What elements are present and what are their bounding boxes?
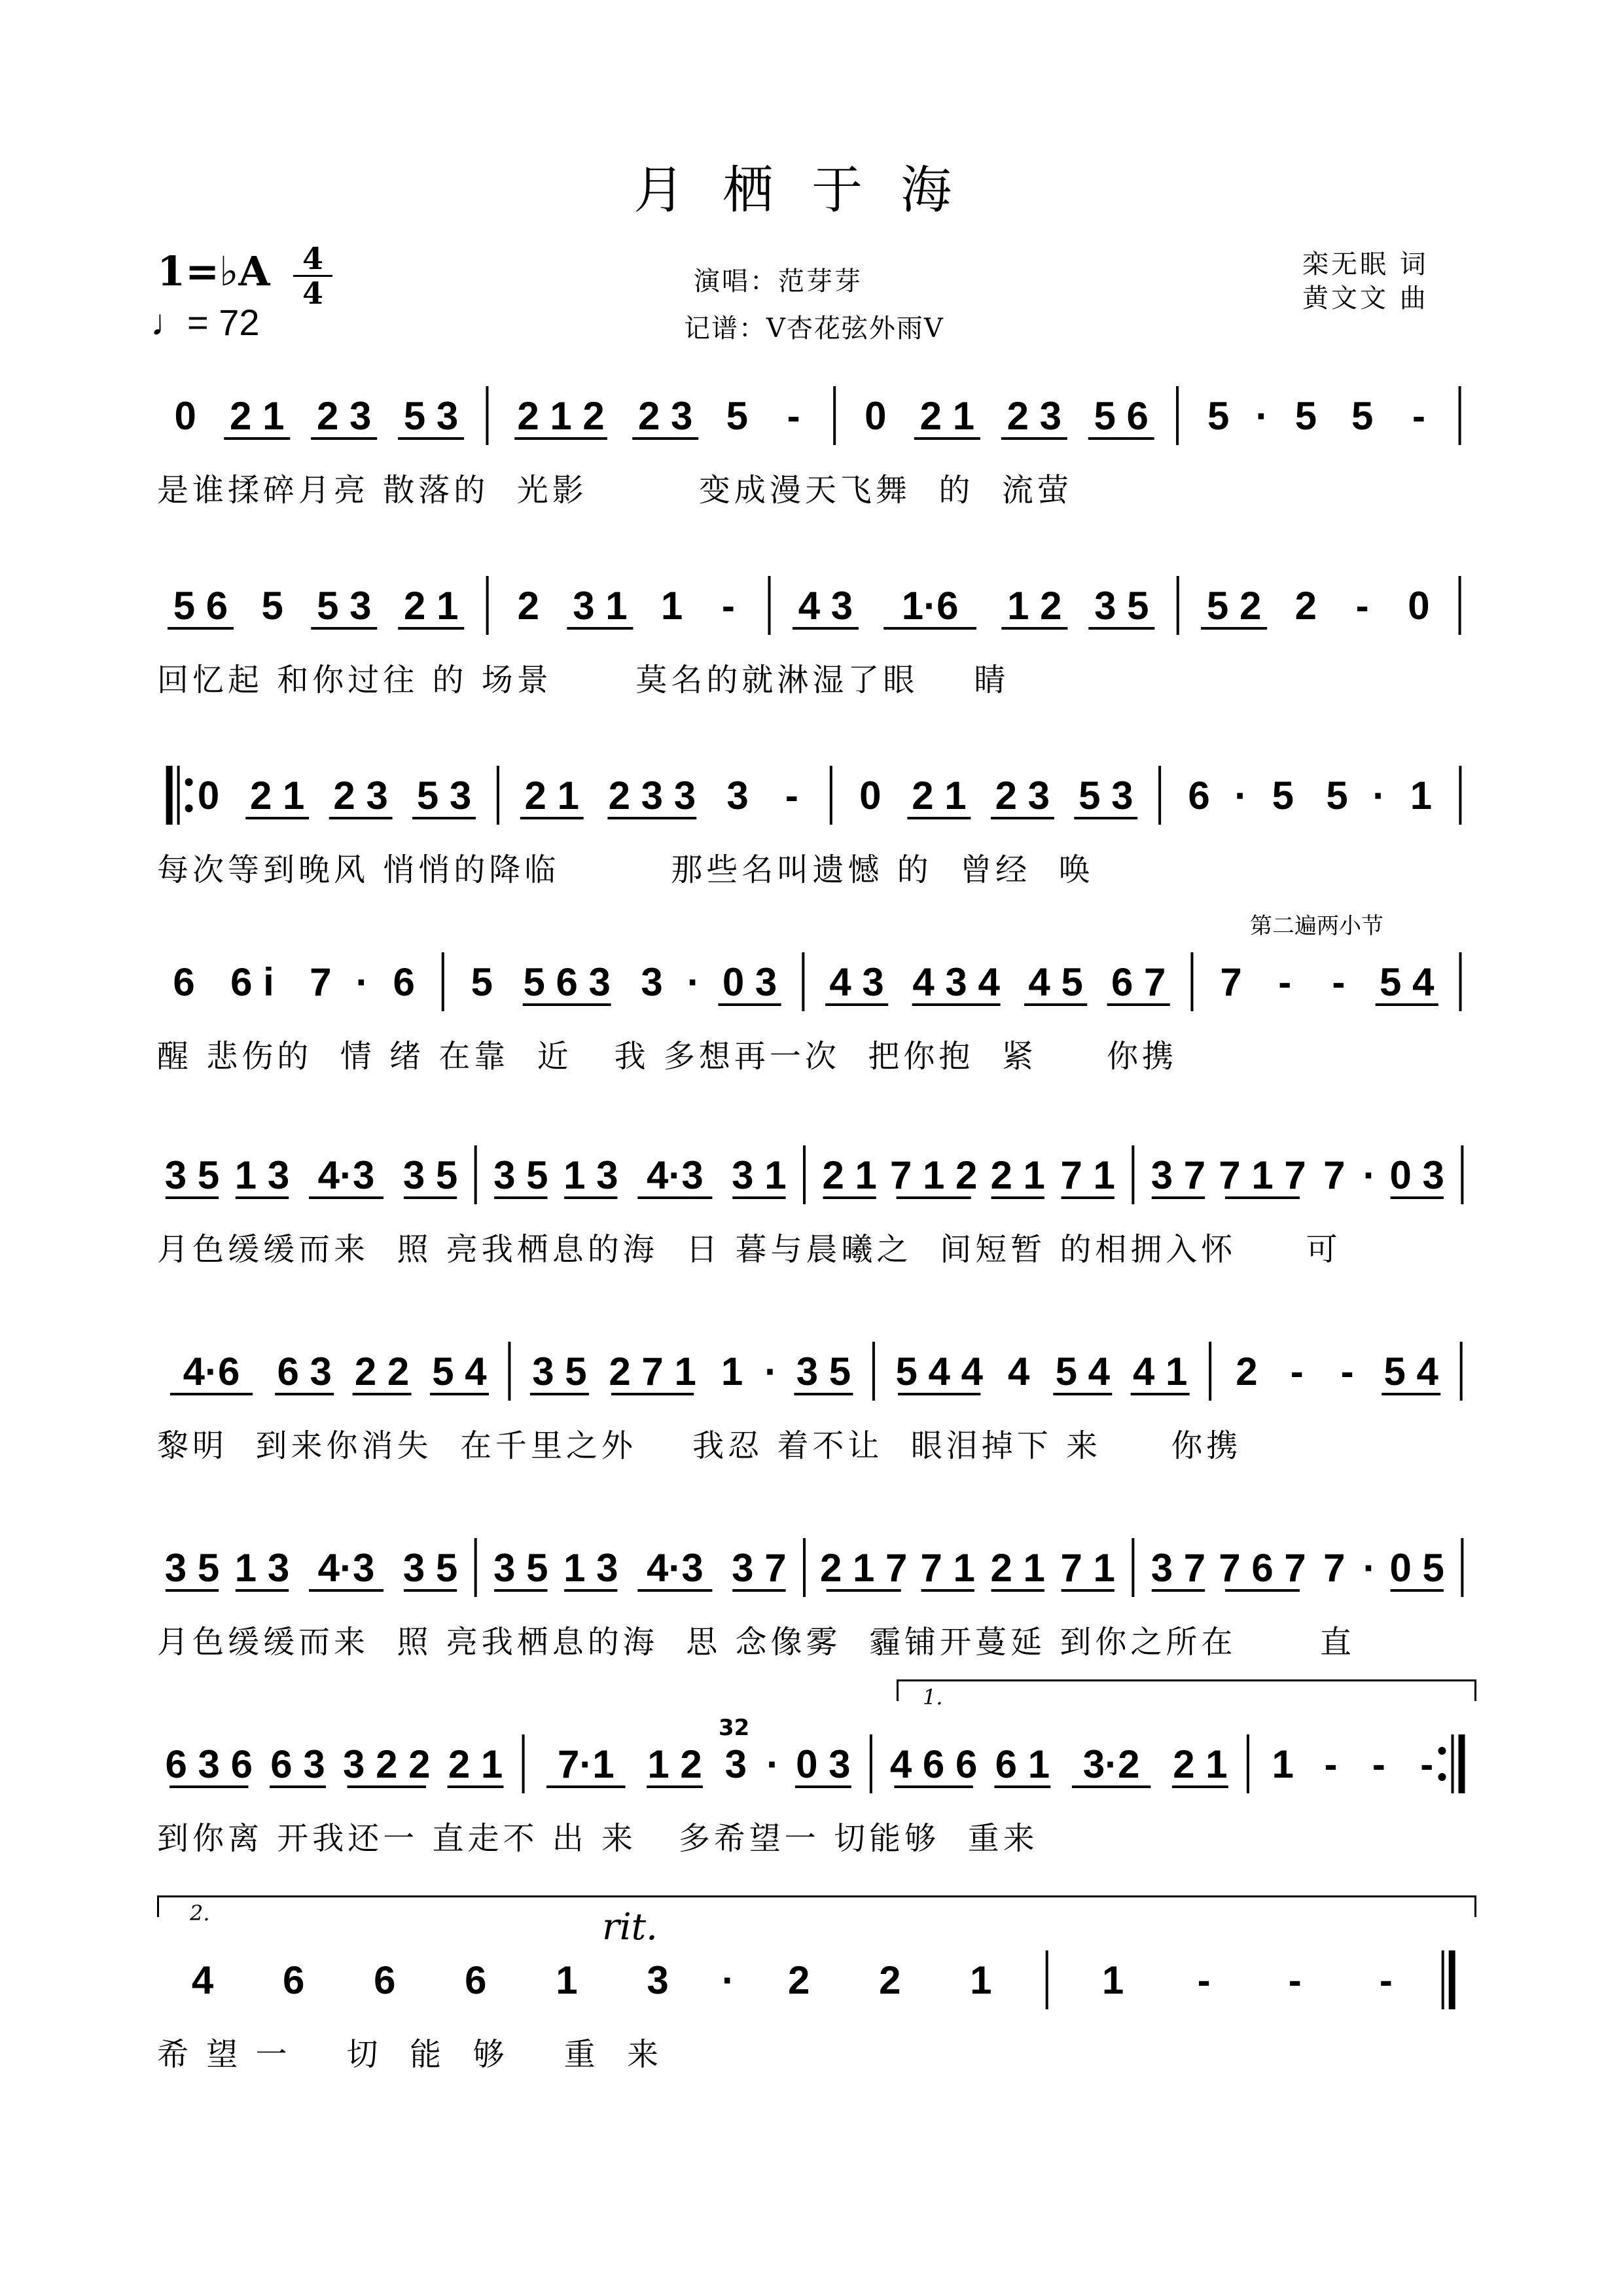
note-group: 4 — [191, 1958, 214, 2002]
notation-line — [0, 1715, 1623, 1806]
note-group: 4 3 — [829, 960, 884, 1004]
note-group: 4 3 — [798, 584, 853, 628]
note-group: 1 — [970, 1958, 992, 2002]
lyrics-line: 回忆起 和你过往 的 场景 莫名的就淋湿了眼 睛 — [157, 662, 1010, 698]
repeat-dot — [1438, 1773, 1446, 1781]
note-group: 5 — [1351, 394, 1374, 438]
note-group: 2 — [1294, 584, 1317, 628]
score-system-4 — [0, 913, 1623, 1103]
lyrics-line: 是谁揉碎月亮 散落的 光影 变成漫天飞舞 的 流萤 — [157, 472, 1073, 509]
composer-credit: 黄文文 曲 — [1302, 283, 1429, 314]
time-signature-bottom: 4 — [302, 276, 323, 311]
note-group: 2 3 3 — [608, 774, 696, 817]
note-group: 2 1 — [230, 394, 285, 438]
note-group: 5 4 — [432, 1350, 487, 1393]
note-group: 3 5 — [402, 1546, 458, 1590]
lyrics-line: 醒 悲伤的 情 绪 在靠 近 我 多想再一次 把你抱 紧 你携 — [157, 1038, 1178, 1075]
note-group: 6 1 — [995, 1742, 1050, 1786]
note-group: · — [1234, 774, 1248, 817]
note-group: 7 — [310, 960, 332, 1004]
note-group: 2 3 — [995, 774, 1050, 817]
second-pass-annotation: 第二遍两小节 — [1250, 913, 1383, 939]
note-group: 3 1 — [573, 584, 628, 628]
note-group: 5 3 — [416, 774, 472, 817]
note-group: - — [1290, 1350, 1304, 1393]
note-group: 2 — [517, 584, 539, 628]
notation-line — [0, 1322, 1623, 1414]
lyrics-line: 月色缓缓而来 照 亮我栖息的海 思 念像雾 霾铺开蔓延 到你之所在 直 — [157, 1624, 1355, 1660]
note-group: - — [785, 774, 798, 817]
note-group: · — [1363, 1546, 1376, 1590]
note-group: 2 3 — [316, 394, 372, 438]
note-group: 3 1 — [732, 1153, 787, 1197]
note-group: 7 1 — [1060, 1153, 1115, 1197]
note-group: 4·3 — [646, 1546, 704, 1590]
note-group: 4·3 — [317, 1153, 375, 1197]
note-group: 5 3 — [317, 584, 372, 628]
score-system-1 — [0, 367, 1623, 537]
notation-line — [0, 933, 1623, 1024]
note-group: 3 5 — [164, 1546, 220, 1590]
singer-credit: 演唱：范芽芽 — [694, 266, 863, 296]
note-group: 3 5 — [164, 1153, 220, 1197]
note-group: 5 — [261, 584, 283, 628]
note-group: 7 — [1220, 960, 1242, 1004]
page-title: 月栖于海 — [633, 161, 990, 220]
note-group: 5 — [1207, 394, 1230, 438]
note-group: 2 3 — [1007, 394, 1061, 438]
grace-notes: 32 — [719, 1715, 750, 1741]
notation-line — [0, 1518, 1623, 1610]
note-group: 7·1 — [557, 1742, 615, 1786]
volta-ending: 1. — [923, 1685, 943, 1710]
note-group: 5 — [1326, 774, 1348, 817]
note-group: 7 1 — [1060, 1546, 1115, 1590]
note-group: 5 — [726, 394, 749, 438]
note-group: 1 3 — [563, 1546, 618, 1590]
note-group: 3 5 — [796, 1350, 851, 1393]
note-group: 2 1 — [822, 1153, 877, 1197]
note-group: 2 1 — [1173, 1742, 1228, 1786]
note-group: 6 i — [230, 960, 274, 1004]
note-group: 2 3 — [638, 394, 693, 438]
lyrics-line: 月色缓缓而来 照 亮我栖息的海 日 暮与晨曦之 间短暂 的相拥入怀 可 — [157, 1231, 1342, 1268]
lyrics-line: 到你离 开我还一 直走不 出 来 多希望一 切能够 重来 — [157, 1820, 1039, 1857]
note-group: 5 4 — [1380, 960, 1435, 1004]
note-group: 1 — [1272, 1742, 1294, 1786]
notation-line — [0, 367, 1623, 458]
note-group: 1 — [1101, 1958, 1124, 2002]
note-group: 1 — [1410, 774, 1433, 817]
note-group: 0 — [1408, 584, 1430, 628]
score-system-9 — [0, 1901, 1623, 2101]
time-signature — [293, 241, 332, 311]
note-group: 7 — [1323, 1546, 1346, 1590]
note-group: 1 3 — [234, 1546, 290, 1590]
note-group: - — [1324, 1742, 1338, 1786]
note-group: 2 1 — [912, 774, 967, 817]
score-system-7 — [0, 1518, 1623, 1689]
note-group: 5 6 3 — [523, 960, 611, 1004]
note-group: 7 1 2 — [889, 1153, 978, 1197]
note-group: · — [1255, 394, 1269, 438]
note-group: 2 1 — [919, 394, 975, 438]
note-group: 2 1 — [990, 1546, 1045, 1590]
note-group: 4·3 — [317, 1546, 375, 1590]
key-signature: 1=♭A — [157, 247, 270, 295]
lyrics-line: 希 望 一 切 能 够 重 来 — [157, 2036, 663, 2073]
note-group: · — [766, 1742, 780, 1786]
note-group: 5 4 — [1383, 1350, 1438, 1393]
note-group: 2 1 — [404, 584, 459, 628]
note-group: 3 5 — [493, 1153, 548, 1197]
lyricist-credit: 栾无眠 词 — [1302, 249, 1429, 279]
note-group: 5 4 4 — [895, 1350, 983, 1393]
note-group: 2 2 — [354, 1350, 410, 1393]
note-group: 1 — [556, 1958, 578, 2002]
repeat-dot — [185, 804, 193, 812]
note-group: 0 — [859, 774, 882, 817]
note-group: - — [1420, 1742, 1434, 1786]
note-group: - — [721, 584, 735, 628]
note-group: 6 7 — [1111, 960, 1166, 1004]
note-group: 4 — [1007, 1350, 1030, 1393]
note-group: - — [1332, 960, 1346, 1004]
note-group: 5 6 — [173, 584, 228, 628]
note-group: 5 — [1294, 394, 1317, 438]
note-group: 3 5 — [1094, 584, 1149, 628]
note-group: 4 1 — [1132, 1350, 1188, 1393]
note-group: 0 3 — [796, 1742, 851, 1786]
note-group: 3 7 — [732, 1546, 787, 1590]
note-group: 6 — [465, 1958, 487, 2002]
repeat-dot — [1438, 1747, 1446, 1755]
note-group: - — [1278, 960, 1292, 1004]
note-group: 2 1 2 — [517, 394, 605, 438]
note-group: 5 4 — [1055, 1350, 1111, 1393]
note-group: 4 6 6 — [889, 1742, 978, 1786]
note-group: - — [1197, 1958, 1211, 2002]
note-group: 6 — [393, 960, 415, 1004]
note-group: - — [787, 394, 800, 438]
note-group: 2 — [787, 1958, 810, 2002]
note-group: 2 7 1 — [609, 1350, 696, 1393]
note-group: 5 3 — [1079, 774, 1133, 817]
note-group: 0 — [865, 394, 887, 438]
note-group: 3 2 2 — [343, 1742, 431, 1786]
note-group: · — [1363, 1153, 1376, 1197]
note-group: 6 3 6 — [165, 1742, 253, 1786]
note-group: - — [1288, 1958, 1302, 2002]
note-group: 5 — [1272, 774, 1294, 817]
note-group: 4 3 4 — [912, 960, 1000, 1004]
note-group: 3·2 — [1082, 1742, 1140, 1786]
note-group: 1 2 — [1007, 584, 1062, 628]
note-group: 1 3 — [234, 1153, 290, 1197]
note-group: 4·6 — [183, 1350, 240, 1393]
note-group: 5 6 — [1094, 394, 1149, 438]
note-group: 6 3 — [277, 1350, 332, 1393]
note-group: 2 1 — [249, 774, 305, 817]
note-group: 0 5 — [1389, 1546, 1444, 1590]
note-group: · — [764, 1350, 778, 1393]
volta-bracket — [157, 1895, 1476, 1917]
note-group: 6 — [374, 1958, 396, 2002]
score-system-2 — [0, 556, 1623, 726]
score-system-3 — [0, 746, 1623, 916]
note-group: 3 — [641, 960, 663, 1004]
score-system-8 — [0, 1685, 1623, 1885]
note-group: 2 — [879, 1958, 901, 2002]
repeat-dot — [185, 778, 193, 786]
note-group: 7 6 7 — [1219, 1546, 1306, 1590]
note-group: - — [1355, 584, 1369, 628]
notation-line — [0, 556, 1623, 648]
note-group: 6 — [173, 960, 195, 1004]
note-group: · — [721, 1958, 735, 2002]
note-group: 3 7 — [1150, 1153, 1206, 1197]
time-signature-top: 4 — [302, 241, 323, 276]
score-system-6 — [0, 1322, 1623, 1492]
note-group: 2 1 — [990, 1153, 1045, 1197]
note-group: · — [355, 960, 369, 1004]
note-group: - — [1379, 1958, 1393, 2002]
note-group: 5 2 — [1206, 584, 1262, 628]
note-group: 0 — [174, 394, 196, 438]
note-group: 1 2 — [647, 1742, 702, 1786]
score-system-5 — [0, 1126, 1623, 1296]
note-group: · — [1372, 774, 1386, 817]
note-group: 2 1 — [448, 1742, 503, 1786]
notation-line — [0, 1126, 1623, 1217]
transcriber-credit: 记谱：V杏花弦外雨V — [684, 314, 944, 344]
notation-line — [0, 746, 1623, 838]
tempo-marking: ♩= 72 — [151, 302, 260, 343]
note-group: 5 — [471, 960, 493, 1004]
note-group: 4·3 — [646, 1153, 704, 1197]
note-group: 2 3 — [333, 774, 388, 817]
note-group: 2 — [1236, 1350, 1258, 1393]
note-group: 3 — [724, 1742, 747, 1786]
note-group: 7 1 — [920, 1546, 975, 1590]
note-group: 1 — [660, 584, 683, 628]
notation-line — [0, 1931, 1623, 2022]
note-group: 2 1 — [524, 774, 579, 817]
note-group: 2 1 7 — [819, 1546, 908, 1590]
note-group: 6 — [1188, 774, 1210, 817]
note-group: 0 — [197, 774, 220, 817]
note-group: 5 3 — [403, 394, 459, 438]
volta-bracket — [897, 1679, 1476, 1701]
lyrics-line: 每次等到晚风 悄悄的降临 那些名叫遗憾 的 曾经 唤 — [157, 852, 1094, 888]
note-group: - — [1372, 1742, 1385, 1786]
note-group: 3 — [647, 1958, 669, 2002]
note-group: 6 3 — [270, 1742, 325, 1786]
note-group: - — [1412, 394, 1426, 438]
note-group: 7 1 7 — [1219, 1153, 1306, 1197]
volta-ending: 2. — [190, 1901, 210, 1926]
note-group: 1·6 — [901, 584, 959, 628]
note-group: - — [1340, 1350, 1354, 1393]
note-group: 0 3 — [722, 960, 777, 1004]
note-group: 6 — [282, 1958, 305, 2002]
note-group: 3 5 — [493, 1546, 548, 1590]
note-group: 4 5 — [1028, 960, 1083, 1004]
note-group: 3 — [726, 774, 749, 817]
note-group: 1 — [721, 1350, 743, 1393]
ritardando-marking: rit. — [602, 1906, 658, 1948]
note-group: 0 3 — [1389, 1153, 1444, 1197]
note-group: 3 5 — [532, 1350, 587, 1393]
note-group: · — [687, 960, 700, 1004]
note-group: 7 — [1323, 1153, 1346, 1197]
note-group: 3 7 — [1150, 1546, 1206, 1590]
note-group: 3 5 — [402, 1153, 458, 1197]
lyrics-line: 黎明 到来你消失 在千里之外 我忍 着不让 眼泪掉下 来 你携 — [157, 1427, 1242, 1464]
note-group: 1 3 — [563, 1153, 618, 1197]
